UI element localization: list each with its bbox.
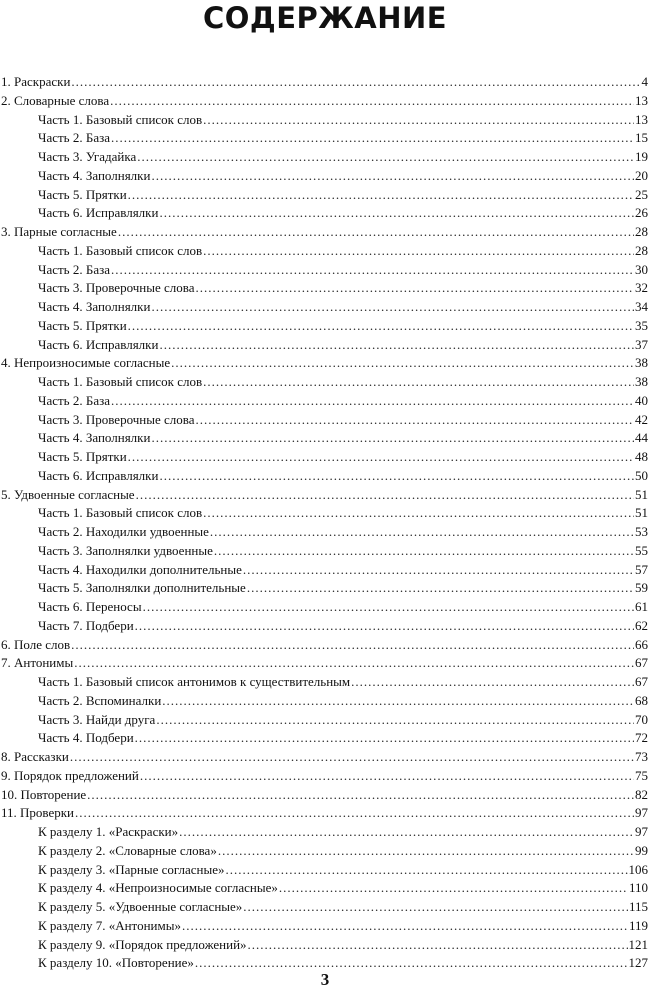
toc-dot-leader	[151, 167, 634, 186]
toc-entry-title: Часть 3. Угадайка	[38, 149, 137, 164]
toc-entry-title: К разделу 9. «Порядок предложений»	[38, 936, 247, 952]
toc-subsection-entry	[0, 861, 650, 880]
toc-entry-page: 50	[635, 467, 648, 483]
toc-entry-title: К разделу 10. «Повторение»	[38, 955, 194, 971]
toc-entry-page: 70	[635, 711, 648, 727]
toc-entry-page: 73	[635, 749, 648, 764]
toc-entry-title: Часть 6. Исправлялки	[38, 205, 159, 221]
toc-dot-leader	[226, 861, 628, 880]
toc-dot-leader	[136, 486, 634, 505]
toc-subsection-entry	[0, 542, 650, 561]
toc-entry-page: 28	[635, 224, 648, 239]
toc-dot-leader	[135, 617, 634, 636]
toc-entry-title: Часть 3. Проверочные слова	[38, 411, 195, 427]
toc-entry-title: Часть 1. Базовый список слов	[38, 242, 203, 258]
toc-entry-page: 127	[628, 955, 648, 971]
toc-entry-page: 25	[635, 186, 648, 202]
toc-subsection-entry	[0, 467, 650, 486]
toc-entry-title: Часть 2. База	[38, 130, 110, 146]
toc-subsection-entry	[0, 204, 650, 223]
toc-subsection-entry	[0, 579, 650, 598]
toc-dot-leader	[248, 936, 628, 955]
toc-entry-page: 13	[635, 111, 648, 127]
toc-subsection-entry	[0, 879, 650, 898]
toc-entry-title: Часть 1. Базовый список слов	[38, 374, 203, 389]
toc-entry-title: К разделу 1. «Раскраски»	[38, 824, 179, 839]
toc-entry-title: 8. Рассказки	[1, 749, 69, 764]
toc-entry-title: Часть 5. Прятки	[38, 186, 127, 202]
toc-section-entry	[0, 73, 650, 92]
toc-subsection-entry	[0, 692, 650, 711]
toc-entry-title: 6. Поле слов	[1, 636, 71, 652]
toc-entry-page: 15	[635, 130, 648, 146]
toc-dot-leader	[159, 336, 634, 355]
toc-section-entry	[0, 636, 650, 655]
toc-entry-title: Часть 2. Вспоминалки	[38, 692, 162, 708]
toc-dot-leader	[140, 767, 634, 786]
toc-dot-leader	[159, 204, 634, 223]
toc-entry-page: 40	[635, 392, 648, 408]
toc-subsection-entry	[0, 842, 650, 861]
page-title: СОДЕРЖАНИЕ	[202, 1, 448, 35]
toc-dot-leader	[247, 579, 634, 598]
toc-entry-page: 32	[635, 280, 648, 296]
toc-entry-title: 5. Удвоенные согласные	[1, 486, 135, 502]
toc-dot-leader	[210, 523, 634, 542]
toc-entry-page: 97	[635, 824, 648, 839]
toc-entry-title: 7. Антонимы	[1, 655, 74, 671]
toc-dot-leader	[118, 223, 634, 242]
toc-dot-leader	[75, 804, 634, 823]
toc-entry-title: Часть 1. Базовый список антонимов к существительным	[38, 674, 351, 689]
toc-subsection-entry	[0, 373, 650, 392]
toc-entry-page: 13	[635, 92, 648, 108]
toc-entry-title: К разделу 4. «Непроизносимые согласные»	[38, 880, 278, 896]
toc-dot-leader	[243, 898, 628, 917]
toc-entry-title: К разделу 5. «Удвоенные согласные»	[38, 899, 243, 914]
toc-dot-leader	[203, 373, 634, 392]
toc-entry-title: 4. Непроизносимые согласные	[1, 355, 171, 371]
toc-entry-page: 30	[635, 261, 648, 277]
toc-subsection-entry	[0, 167, 650, 186]
toc-entry-page: 4	[641, 74, 648, 89]
toc-dot-leader	[195, 411, 634, 430]
toc-entry-page: 82	[635, 786, 648, 802]
toc-subsection-entry	[0, 279, 650, 298]
toc-subsection-entry	[0, 504, 650, 523]
toc-dot-leader	[203, 111, 634, 130]
toc-section-entry	[0, 92, 650, 111]
toc-subsection-entry	[0, 129, 650, 148]
toc-dot-leader	[135, 729, 634, 748]
toc-dot-leader	[351, 673, 634, 692]
toc-entry-page: 55	[635, 542, 648, 558]
toc-entry-page: 66	[635, 636, 648, 652]
toc-entry-title: Часть 4. Находилки дополнительные	[38, 561, 242, 577]
toc-entry-title: Часть 6. Переносы	[38, 599, 142, 614]
toc-entry-page: 38	[635, 374, 648, 389]
toc-section-entry	[0, 486, 650, 505]
toc-subsection-entry	[0, 561, 650, 580]
toc-dot-leader	[128, 186, 634, 205]
toc-entry-page: 97	[635, 805, 648, 821]
toc-entry-page: 38	[635, 355, 648, 371]
toc-dot-leader	[195, 279, 634, 298]
toc-entry-page: 61	[635, 599, 648, 614]
toc-dot-leader	[143, 598, 634, 617]
toc-subsection-entry	[0, 598, 650, 617]
table-of-contents	[0, 73, 650, 973]
toc-subsection-entry	[0, 729, 650, 748]
toc-entry-title: Часть 5. Прятки	[38, 317, 127, 333]
toc-subsection-entry	[0, 411, 650, 430]
toc-entry-page: 72	[635, 730, 648, 746]
toc-dot-leader	[203, 504, 634, 523]
toc-entry-page: 34	[635, 299, 648, 314]
toc-subsection-entry	[0, 261, 650, 280]
toc-entry-title: Часть 5. Заполнялки дополнительные	[38, 580, 246, 596]
toc-entry-page: 28	[635, 242, 648, 258]
toc-subsection-entry	[0, 673, 650, 692]
toc-entry-page: 99	[635, 842, 648, 858]
toc-entry-title: 2. Словарные слова	[1, 92, 110, 108]
toc-entry-page: 75	[635, 767, 648, 783]
toc-entry-page: 44	[635, 430, 648, 446]
toc-dot-leader	[110, 92, 634, 111]
toc-section-entry	[0, 354, 650, 373]
toc-subsection-entry	[0, 186, 650, 205]
toc-entry-page: 57	[635, 561, 648, 577]
toc-entry-page: 67	[635, 655, 648, 671]
toc-subsection-entry	[0, 336, 650, 355]
toc-subsection-entry	[0, 448, 650, 467]
toc-dot-leader	[182, 917, 628, 936]
toc-dot-leader	[279, 879, 628, 898]
toc-entry-title: Часть 5. Прятки	[38, 449, 127, 464]
toc-subsection-entry	[0, 392, 650, 411]
toc-dot-leader	[128, 317, 634, 336]
toc-entry-title: Часть 1. Базовый список слов	[38, 505, 203, 521]
toc-dot-leader	[87, 786, 634, 805]
toc-entry-title: 9. Порядок предложений	[1, 767, 139, 783]
toc-subsection-entry	[0, 823, 650, 842]
toc-subsection-entry	[0, 917, 650, 936]
toc-entry-title: Часть 4. Заполнялки	[38, 299, 151, 314]
toc-entry-title: 3. Парные согласные	[1, 224, 117, 239]
toc-entry-title: Часть 3. Проверочные слова	[38, 280, 195, 296]
toc-dot-leader	[111, 392, 634, 411]
toc-entry-title: Часть 2. База	[38, 392, 110, 408]
toc-dot-leader	[70, 748, 634, 767]
toc-section-entry	[0, 786, 650, 805]
toc-entry-title: Часть 4. Заполнялки	[38, 167, 151, 183]
toc-dot-leader	[74, 654, 634, 673]
toc-section-entry	[0, 767, 650, 786]
toc-section-entry	[0, 748, 650, 767]
toc-entry-page: 110	[628, 880, 648, 896]
toc-entry-title: Часть 4. Заполнялки	[38, 430, 151, 446]
toc-dot-leader	[179, 823, 634, 842]
toc-dot-leader	[171, 354, 634, 373]
toc-dot-leader	[128, 448, 634, 467]
toc-subsection-entry	[0, 298, 650, 317]
toc-dot-leader	[203, 242, 634, 261]
toc-subsection-entry	[0, 242, 650, 261]
toc-dot-leader	[218, 842, 634, 861]
toc-entry-page: 35	[635, 317, 648, 333]
toc-section-entry	[0, 654, 650, 673]
toc-entry-title: 10. Повторение	[1, 786, 87, 802]
toc-dot-leader	[111, 261, 634, 280]
toc-entry-title: К разделу 7. «Антонимы»	[38, 917, 181, 933]
toc-dot-leader	[156, 711, 634, 730]
toc-entry-title: Часть 3. Заполнялки удвоенные	[38, 542, 213, 558]
toc-subsection-entry	[0, 523, 650, 542]
toc-dot-leader	[162, 692, 634, 711]
toc-dot-leader	[159, 467, 634, 486]
toc-dot-leader	[151, 298, 634, 317]
toc-dot-leader	[71, 73, 640, 92]
toc-entry-title: 1. Раскраски	[1, 74, 71, 89]
toc-entry-page: 68	[635, 692, 648, 708]
toc-entry-title: Часть 4. Подбери	[38, 730, 134, 746]
toc-entry-title: Часть 6. Исправлялки	[38, 336, 159, 352]
toc-entry-title: К разделу 3. «Парные согласные»	[38, 861, 225, 877]
toc-entry-page: 53	[635, 524, 648, 539]
toc-subsection-entry	[0, 711, 650, 730]
toc-dot-leader	[243, 561, 634, 580]
toc-entry-title: Часть 6. Исправлялки	[38, 467, 159, 483]
toc-entry-title: К разделу 2. «Словарные слова»	[38, 842, 217, 858]
toc-entry-page: 51	[635, 505, 648, 521]
toc-subsection-entry	[0, 936, 650, 955]
toc-subsection-entry	[0, 317, 650, 336]
toc-entry-page: 51	[635, 486, 648, 502]
toc-dot-leader	[71, 636, 634, 655]
toc-subsection-entry	[0, 148, 650, 167]
toc-dot-leader	[111, 129, 634, 148]
toc-entry-title: Часть 2. Находилки удвоенные	[38, 524, 209, 539]
toc-section-entry	[0, 804, 650, 823]
page-number: 3	[320, 970, 330, 989]
toc-entry-page: 115	[628, 899, 648, 914]
toc-dot-leader	[137, 148, 634, 167]
toc-entry-page: 67	[635, 674, 648, 689]
toc-entry-page: 62	[635, 617, 648, 633]
toc-entry-title: 11. Проверки	[1, 805, 75, 821]
toc-entry-page: 42	[635, 411, 648, 427]
toc-entry-page: 48	[635, 449, 648, 464]
toc-entry-title: Часть 3. Найди друга	[38, 711, 156, 727]
toc-entry-page: 26	[635, 205, 648, 221]
toc-entry-page: 106	[628, 861, 648, 877]
toc-entry-page: 59	[635, 580, 648, 596]
toc-subsection-entry	[0, 111, 650, 130]
toc-entry-page: 121	[628, 936, 648, 952]
toc-entry-page: 37	[635, 336, 648, 352]
toc-subsection-entry	[0, 429, 650, 448]
toc-subsection-entry	[0, 617, 650, 636]
toc-dot-leader	[151, 429, 634, 448]
toc-dot-leader	[214, 542, 634, 561]
toc-entry-title: Часть 2. База	[38, 261, 110, 277]
toc-entry-page: 19	[635, 149, 648, 164]
toc-entry-page: 119	[628, 917, 648, 933]
toc-subsection-entry	[0, 898, 650, 917]
toc-entry-title: Часть 7. Подбери	[38, 617, 134, 633]
toc-entry-title: Часть 1. Базовый список слов	[38, 111, 203, 127]
toc-section-entry	[0, 223, 650, 242]
toc-entry-page: 20	[635, 167, 648, 183]
